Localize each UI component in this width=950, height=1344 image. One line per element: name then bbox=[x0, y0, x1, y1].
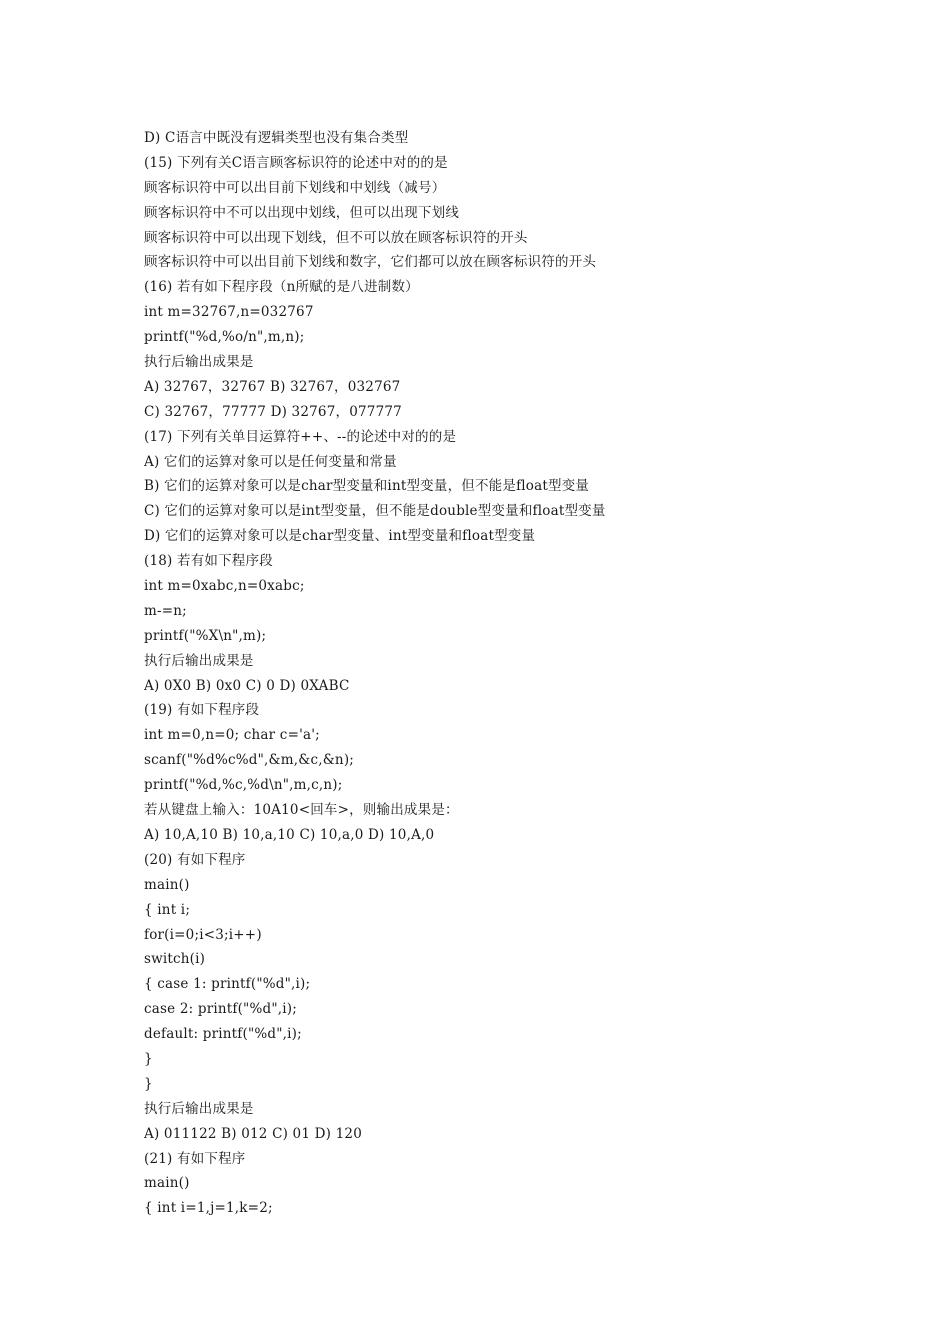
answer-options: A) 011122 B) 012 C) 01 D) 120 bbox=[144, 1125, 362, 1142]
answer-options: C) 32767，77777 D) 32767，077777 bbox=[144, 403, 402, 420]
answer-options: A) 32767，32767 B) 32767，032767 bbox=[144, 378, 401, 395]
code-line: printf("%X\n",m); bbox=[144, 627, 267, 644]
text-line: 执行后输出成果是 bbox=[144, 354, 254, 371]
code-line: int m=32767,n=032767 bbox=[144, 304, 314, 321]
code-line: for(i=0;i<3;i++) bbox=[144, 926, 262, 943]
text-line: 顾客标识符中可以出目前下划线和数字，它们都可以放在顾客标识符的开头 bbox=[144, 254, 597, 271]
code-line: { case 1: printf("%d",i); bbox=[144, 976, 311, 993]
code-line: case 2: printf("%d",i); bbox=[144, 1001, 297, 1018]
text-line: 顾客标识符中不可以出现中划线，但可以出现下划线 bbox=[144, 204, 460, 221]
code-line: scanf("%d%c%d",&m,&c,&n); bbox=[144, 752, 355, 769]
question-heading: (18) 若有如下程序段 bbox=[144, 553, 273, 570]
code-line: int m=0,n=0; char c='a'; bbox=[144, 727, 320, 744]
question-heading: (17) 下列有关单目运算符++、--的论述中对的的是 bbox=[144, 428, 457, 445]
code-line: } bbox=[144, 1050, 153, 1067]
question-heading: (20) 有如下程序 bbox=[144, 851, 246, 868]
text-line: 顾客标识符中可以出现下划线，但不可以放在顾客标识符的开头 bbox=[144, 229, 528, 246]
text-line: 若从键盘上输入：10A10<回车>，则输出成果是： bbox=[144, 802, 459, 819]
answer-option: A) 它们的运算对象可以是任何变量和常量 bbox=[144, 453, 397, 470]
question-heading: (16) 若有如下程序段（n所赋的是八进制数） bbox=[144, 279, 419, 296]
code-line: switch(i) bbox=[144, 951, 206, 968]
question-heading: (19) 有如下程序段 bbox=[144, 702, 260, 719]
code-line: printf("%d,%c,%d\n",m,c,n); bbox=[144, 777, 343, 794]
answer-options: A) 10,A,10 B) 10,a,10 C) 10,a,0 D) 10,A,0 bbox=[144, 826, 435, 843]
code-line: int m=0xabc,n=0xabc; bbox=[144, 578, 305, 595]
document-body bbox=[144, 126, 904, 1221]
code-line: printf("%d,%o/n",m,n); bbox=[144, 329, 305, 346]
text-line: 顾客标识符中可以出目前下划线和中划线（减号） bbox=[144, 179, 446, 196]
answer-option: D) 它们的运算对象可以是char型变量、int型变量和float型变量 bbox=[144, 528, 536, 545]
text-line: D) C语言中既没有逻辑类型也没有集合类型 bbox=[144, 130, 409, 146]
answer-options: A) 0X0 B) 0x0 C) 0 D) 0XABC bbox=[144, 677, 350, 694]
code-line: main() bbox=[144, 876, 190, 893]
text-line: 执行后输出成果是 bbox=[144, 652, 254, 669]
text-line: 执行后输出成果是 bbox=[144, 1100, 254, 1117]
code-line: m-=n; bbox=[144, 602, 187, 619]
code-line: { int i=1,j=1,k=2; bbox=[144, 1200, 273, 1217]
question-heading: (15) 下列有关C语言顾客标识符的论述中对的的是 bbox=[144, 154, 448, 171]
code-line: } bbox=[144, 1075, 153, 1092]
code-line: main() bbox=[144, 1175, 190, 1192]
answer-option: C) 它们的运算对象可以是int型变量，但不能是double型变量和float型变量 bbox=[144, 503, 606, 520]
code-line: { int i; bbox=[144, 901, 191, 918]
code-line: default: printf("%d",i); bbox=[144, 1026, 302, 1043]
answer-option: B) 它们的运算对象可以是char型变量和int型变量，但不能是float型变量 bbox=[144, 478, 590, 495]
question-heading: (21) 有如下程序 bbox=[144, 1150, 246, 1167]
